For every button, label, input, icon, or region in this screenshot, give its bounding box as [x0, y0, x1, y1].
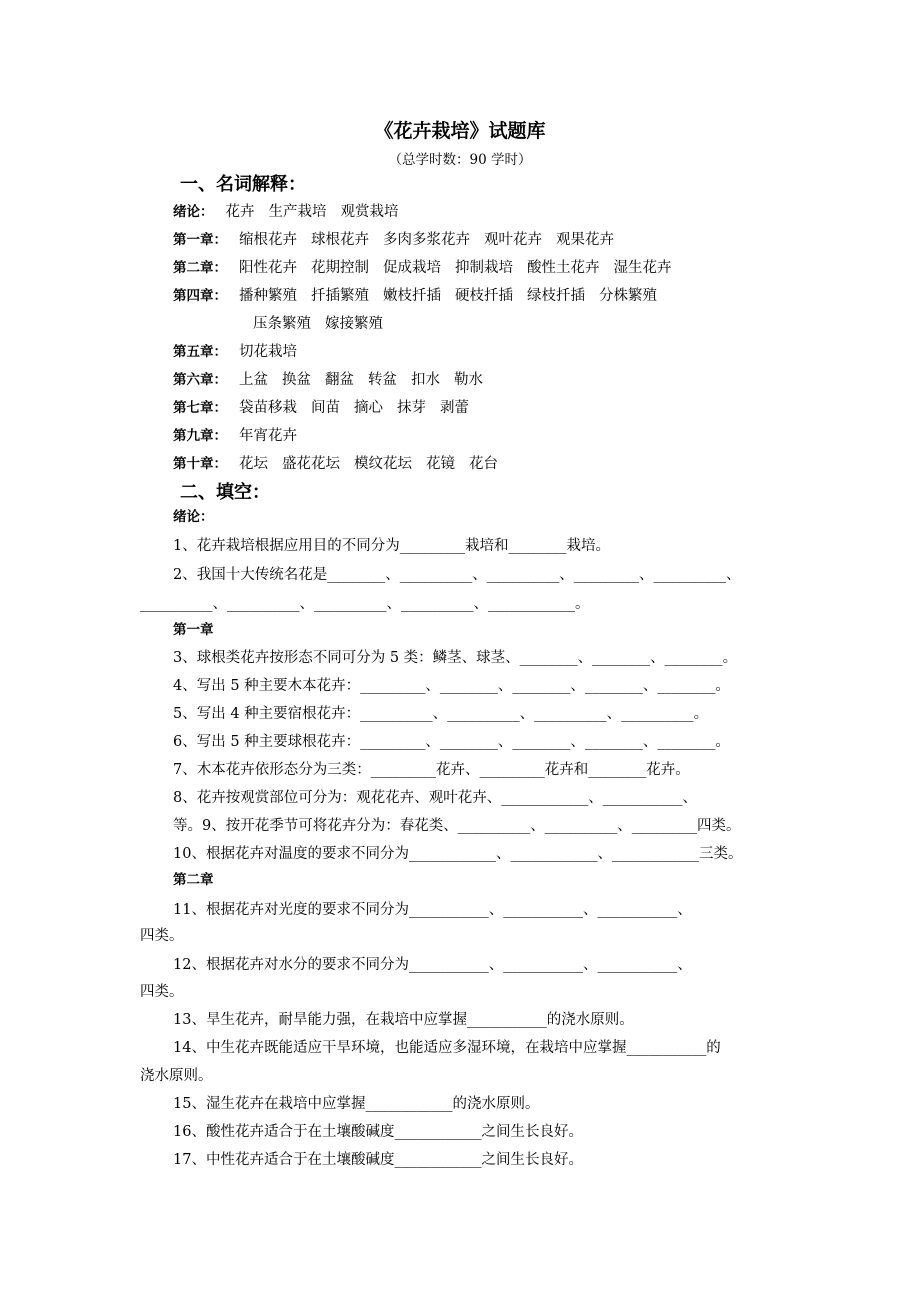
term: 生产栽培 [268, 204, 327, 220]
term: 观赏栽培 [340, 204, 399, 220]
chapter-label: 第四章： [173, 288, 227, 304]
chapter-label: 第十章： [173, 456, 227, 472]
term: 花卉 [225, 204, 255, 220]
question-line: 四类。 [140, 928, 184, 944]
term: 年宵花卉 [239, 428, 297, 444]
definition-row [173, 342, 311, 362]
page-title: 《花卉栽培》试题库 [374, 120, 546, 142]
question-line: 16、酸性花卉适合于在土壤酸碱度____________之间生长良好。 [173, 1124, 583, 1140]
chapter-label: 第七章： [173, 400, 227, 416]
term: 观叶花卉 [484, 232, 542, 248]
section-heading-fill-in: 二、填空： [180, 482, 270, 503]
term: 多肉多浆花卉 [383, 232, 470, 248]
question-line: 等。9、按开花季节可将花卉分为：春花类、__________、__________、_________四类。 [173, 818, 741, 834]
term: 观果花卉 [556, 232, 614, 248]
term: 嫩枝扦插 [383, 288, 441, 304]
term: 花坛 [239, 456, 268, 472]
definition-row [173, 370, 497, 390]
term: 盛花花坛 [282, 456, 340, 472]
term: 扦插繁殖 [311, 288, 369, 304]
question-line: 2、我国十大传统名花是________、__________、__________、_________、__________、 [173, 567, 741, 583]
term: 翻盆 [325, 372, 354, 388]
chapter-label: 第一章： [173, 232, 227, 248]
term: 分株繁殖 [599, 288, 657, 304]
question-line: 14、中生花卉既能适应干旱环境，也能适应多湿环境，在栽培中应掌握___________的 [173, 1040, 721, 1056]
term: 播种繁殖 [239, 288, 297, 304]
question-line: 4、写出 5 种主要木本花卉：_________、________、________、________、________。 [173, 678, 730, 694]
chapter1-label: 第一章 [173, 622, 214, 638]
term: 酸性土花卉 [527, 260, 600, 276]
term: 花台 [469, 456, 498, 472]
term: 阳性花卉 [239, 260, 297, 276]
term: 嫁接繁殖 [325, 316, 383, 332]
chapter-label: 第五章： [173, 344, 227, 360]
term: 抹芽 [397, 400, 426, 416]
question-line: 6、写出 5 种主要球根花卉：_________、________、________、________、________。 [173, 734, 730, 750]
term: 袋苗移栽 [239, 400, 297, 416]
definition-row [173, 286, 671, 306]
term: 切花栽培 [239, 344, 297, 360]
section-heading-definitions: 一、名词解释： [180, 174, 306, 195]
question-line: 11、根据花卉对光度的要求不同分为___________、___________、___________、 [173, 902, 692, 918]
term: 促成栽培 [383, 260, 441, 276]
definition-row [173, 258, 686, 278]
term: 压条繁殖 [253, 316, 311, 332]
term: 绿枝扦插 [527, 288, 585, 304]
definition-row [253, 314, 397, 334]
question-line: 10、根据花卉对温度的要求不同分为____________、____________、____________三类。 [173, 846, 743, 862]
chapter-label: 第六章： [173, 372, 227, 388]
term: 换盆 [282, 372, 311, 388]
question-line: 12、根据花卉对水分的要求不同分为___________、___________、___________、 [173, 957, 692, 973]
term: 摘心 [354, 400, 383, 416]
intro-label: 绪论： [173, 509, 214, 525]
page-subtitle: （总学时数：90 学时） [388, 152, 532, 168]
term: 湿生花卉 [613, 260, 672, 276]
question-line: 5、写出 4 种主要宿根花卉：__________、__________、__________、__________。 [173, 706, 709, 722]
term: 间苗 [311, 400, 340, 416]
question-line: 7、木本花卉依形态分为三类：_________花卉、_________花卉和________花卉。 [173, 762, 690, 778]
term: 扣水 [411, 372, 440, 388]
term: 上盆 [239, 372, 268, 388]
question-line: 17、中性花卉适合于在土壤酸碱度____________之间生长良好。 [173, 1152, 583, 1168]
term: 剥蕾 [440, 400, 469, 416]
chapter2-label: 第二章 [173, 872, 214, 888]
definition-row [173, 202, 413, 222]
question-line: 8、花卉按观赏部位可分为：观花花卉、观叶花卉、____________、___________、 [173, 790, 697, 806]
term: 花期控制 [311, 260, 369, 276]
question-line: __________、__________、__________、__________、____________。 [140, 596, 590, 612]
question-line: 13、旱生花卉，耐旱能力强，在栽培中应掌握___________的浇水原则。 [173, 1012, 634, 1028]
question-line: 3、球根类花卉按形态不同可分为 5 类：鳞茎、球茎、________、________、________。 [173, 650, 738, 666]
definition-row [173, 454, 512, 474]
chapter-label: 第九章： [173, 428, 227, 444]
question-line: 1、花卉栽培根据应用目的不同分为_________栽培和________栽培。 [173, 538, 610, 554]
term: 硬枝扦插 [455, 288, 513, 304]
term: 缩根花卉 [239, 232, 297, 248]
term: 花镜 [426, 456, 455, 472]
chapter-label: 绪论： [173, 204, 214, 220]
term: 球根花卉 [311, 232, 369, 248]
definition-row [173, 230, 628, 250]
question-line: 浇水原则。 [140, 1068, 213, 1084]
term: 转盆 [368, 372, 397, 388]
definition-row [173, 398, 483, 418]
term: 勒水 [454, 372, 483, 388]
term: 模纹花坛 [354, 456, 412, 472]
term: 抑制栽培 [455, 260, 513, 276]
question-line: 15、湿生花卉在栽培中应掌握____________的浇水原则。 [173, 1096, 540, 1112]
chapter-label: 第二章： [173, 260, 227, 276]
definition-row [173, 426, 311, 446]
question-line: 四类。 [140, 984, 184, 1000]
